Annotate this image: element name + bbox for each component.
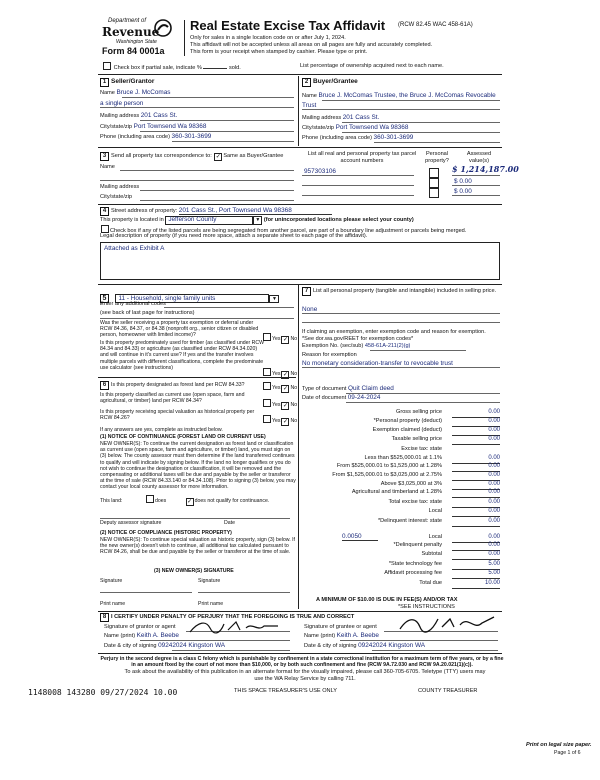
treasurer-use-only: THIS SPACE TREASURER'S USE ONLY xyxy=(234,688,338,694)
compliance-notice: NEW OWNER(S): To continue special valuation as historic property, sign (3) below. If the new owner(s) doesn't wish to continue, all additional tax calculated pursuant to RCW 84.26, shall be due and payable by the seller or transferor at the time of sale. xyxy=(100,537,295,556)
exemption-question: Was the seller receiving a property tax exemption or deferral under RCW 84.36, 84.37, or 84.38 (nonprofit org., senior citizen or disabled person, homeowner with limited income)? xyxy=(100,320,259,339)
grantee-print-name[interactable]: Keith A. Beebe xyxy=(336,632,379,639)
dept-line1: Department of xyxy=(108,18,147,24)
fee-value[interactable]: 0.00 xyxy=(452,481,500,490)
timber-question: Is this property predominately used for timber (as classified under RCW 84.34 and 84.33) or agriculture (as classified under RCW 84.34.020) and will continue in it's current use? If yes and the transfer involves multiple parcels with different classifications, complete the predominate use calculator (see instructions) xyxy=(100,340,265,371)
land-does-checkbox[interactable] xyxy=(146,495,154,503)
property-street[interactable]: 201 Cass St., Port Townsend Wa 98368 xyxy=(179,207,332,215)
seller-phone[interactable]: 360-301-3699 xyxy=(171,133,212,140)
fee-value[interactable]: 0.00 xyxy=(452,534,500,543)
fee-label: Affidavit processing fee xyxy=(384,570,442,576)
cashier-stamp: 1148008 143280 09/27/2024 10.00 xyxy=(28,688,178,697)
fee-row xyxy=(302,446,500,454)
notice-line2: This affidavit will not be accepted unless all areas on all pages are fully and accurately completed. xyxy=(190,42,433,48)
current-use-no-checkbox[interactable]: ✓ xyxy=(282,403,288,409)
fee-label: Exemption claimed (deduct) xyxy=(372,427,442,433)
buyer-mailing[interactable]: 201 Cass St. xyxy=(342,114,380,121)
fee-label: Taxable selling price xyxy=(391,436,442,442)
land-does-not-checkbox[interactable]: ✓ xyxy=(187,499,193,505)
fee-label: Above $3,025,000 at 3% xyxy=(380,481,442,487)
fee-row xyxy=(302,551,500,559)
same-as-buyer-checkbox[interactable]: ✓ xyxy=(215,154,221,160)
fee-label: Local xyxy=(428,508,442,514)
fee-row xyxy=(302,409,500,417)
fee-row xyxy=(302,489,500,497)
document-type[interactable]: Quit Claim deed xyxy=(348,385,394,392)
fee-value[interactable]: 0.00 xyxy=(452,472,500,481)
fee-row xyxy=(302,427,500,435)
form-number: Form 84 0001a xyxy=(102,46,165,56)
assessed-heading: Assessed value(s) xyxy=(466,151,492,164)
page-number: Page 1 of 6 xyxy=(554,750,581,756)
fee-label: Gross selling price xyxy=(395,409,442,415)
dor-emblem-icon xyxy=(154,19,172,37)
fee-label: *Delinquent interest: state xyxy=(377,518,442,524)
fee-value[interactable]: 0.00 xyxy=(452,463,500,472)
seller-name2[interactable]: a single person xyxy=(100,100,144,107)
county-select[interactable]: Jefferson County xyxy=(165,216,253,225)
seller-city[interactable]: Port Townsend Wa 98368 xyxy=(133,123,207,130)
continuance-notice: NEW OWNER(S): To continue the current designation as forest land or classification as current use (open space, farm and agriculture, or timber) land, you must sign on (3) below. The county assessor must then determine if the land transferred continues to qualify and will indicate by signing below. If the land no longer qualifies or you do not wish to continue the designation or classification, it will be removed and the compensating or additional taxes will be due and payable by the seller or transferor at the time of sale (RCW 84.33.140 or 84.34.108). Prior to signing (3) below, you may contact your local county assessor for more information. xyxy=(100,441,296,491)
personal-property-checkbox-2[interactable] xyxy=(429,178,439,188)
q2-yes-checkbox[interactable] xyxy=(263,368,271,376)
use-code-dropdown-icon[interactable]: ▼ xyxy=(269,295,279,303)
availability-notice: To ask about the availability of this publication in an alternate format for the visually impaired, please call 360-705-6705. Teletype (TTY) users may use the WA Relay Service by calling 711. xyxy=(124,669,486,682)
fee-row xyxy=(302,580,500,588)
fee-row xyxy=(302,418,500,426)
county-dropdown-icon[interactable]: ▼ xyxy=(253,216,262,225)
fee-label: Total due xyxy=(419,580,442,586)
fee-label: *Personal property (deduct) xyxy=(373,418,442,424)
fee-value[interactable]: 0.00 xyxy=(452,508,500,517)
fee-value[interactable]: 0.00 xyxy=(452,499,500,508)
historic-no-checkbox[interactable]: ✓ xyxy=(282,419,288,425)
seller-mailing[interactable]: 201 Cass St. xyxy=(140,112,178,119)
fee-value[interactable]: 0.00 xyxy=(452,427,500,436)
fee-label: Subtotal xyxy=(421,551,442,557)
exemption-reason[interactable]: No monetary consideration-transfer to revocable trust xyxy=(302,360,453,367)
parcel-number[interactable]: 957303106 xyxy=(304,168,336,175)
fee-value[interactable]: 0.00 xyxy=(452,489,500,498)
partial-sale-checkbox[interactable] xyxy=(103,62,111,70)
legal-label: Legal description of property (if you need more space, attach a separate sheet to each page of the affidavit). xyxy=(100,233,368,239)
grantor-signature[interactable] xyxy=(188,618,288,636)
buyer-name[interactable]: Bruce J. McComas Trustee, the Bruce J. McComas Revocable xyxy=(318,92,496,99)
fee-value[interactable]: 0.00 xyxy=(452,418,500,427)
buyer-name2[interactable]: Trust xyxy=(302,102,317,109)
fee-value[interactable]: 0.00 xyxy=(452,518,500,527)
q2-no-checkbox[interactable]: ✓ xyxy=(282,372,288,378)
fee-label: From $525,000.01 to $1,525,000 at 1.28% xyxy=(336,463,442,469)
grantor-print-name[interactable]: Keith A. Beebe xyxy=(136,632,179,639)
fee-value[interactable]: 0.00 xyxy=(452,455,500,464)
dept-line3: Washington State xyxy=(116,39,157,45)
fee-label: Less than $525,000.01 at 1.1% xyxy=(364,455,442,461)
personal-heading: Personal property? xyxy=(425,151,449,164)
grantee-signature[interactable] xyxy=(398,613,496,635)
legal-description: Attached as Exhibit A xyxy=(104,245,165,252)
fee-row xyxy=(302,508,500,516)
local-rate: 0.0050 xyxy=(342,533,378,541)
dept-line2: Revenue xyxy=(102,25,160,39)
fee-row xyxy=(302,481,500,489)
current-use-yes-checkbox[interactable] xyxy=(263,399,271,407)
fee-value[interactable]: 0.00 xyxy=(452,436,500,445)
notice-line3: This form is your receipt when stamped by cashier. Please type or print. xyxy=(190,49,368,55)
form-title: Real Estate Excise Tax Affidavit xyxy=(190,18,386,33)
ownership-note: List percentage of ownership acquired next to each name. xyxy=(300,63,444,69)
fee-row xyxy=(302,518,500,526)
fee-value[interactable]: 0.00 xyxy=(452,551,500,560)
fee-value[interactable]: 10.00 xyxy=(452,580,500,589)
assessed-value-3[interactable]: $ 0.00 xyxy=(454,188,472,195)
personal-property-checkbox-1[interactable] xyxy=(429,168,439,178)
form-citation: (RCW 82.45 WAC 458-61A) xyxy=(398,22,473,28)
fee-label: Total excise tax: state xyxy=(388,499,442,505)
fee-row xyxy=(302,570,500,578)
legal-description-box[interactable] xyxy=(100,242,500,280)
buyer-city[interactable]: Port Townsend Wa 98368 xyxy=(335,124,409,131)
fee-row xyxy=(302,472,500,480)
correspondence-row: 3 Send all property tax correspondence to: ✓ Same as Buyer/Grantee xyxy=(100,152,283,161)
fee-row xyxy=(302,534,500,542)
fee-label: Local xyxy=(428,534,442,540)
fee-row xyxy=(302,463,500,471)
fee-row xyxy=(302,499,500,507)
historic-yes-checkbox[interactable] xyxy=(263,415,271,423)
exemption-number[interactable]: 458-61A-211(2)(g) xyxy=(364,343,411,349)
assessed-value-1[interactable]: $ 1,214,187.00 xyxy=(452,164,519,174)
forest-no-checkbox[interactable]: ✓ xyxy=(282,386,288,392)
fee-row xyxy=(302,542,500,550)
parcels-heading: List all real and personal property tax parcel account numbers xyxy=(307,151,417,164)
buyer-phone[interactable]: 360-301-3699 xyxy=(373,134,414,141)
personal-property-list[interactable]: None xyxy=(302,306,318,313)
fee-label: Agricultural and timberland at 1.28% xyxy=(351,489,442,495)
fee-label: Excise tax: state xyxy=(401,446,442,452)
see-instructions: *SEE INSTRUCTIONS xyxy=(398,604,455,610)
personal-property-checkbox-3[interactable] xyxy=(429,188,439,198)
document-date[interactable]: 09-24-2024 xyxy=(347,394,381,401)
legal-paper-note: Print on legal size paper. xyxy=(526,742,592,748)
buyer-heading: 2 Buyer/Grantee xyxy=(302,78,358,87)
fee-label: From $1,525,000.01 to $3,025,000 at 2.75% xyxy=(332,472,442,478)
fee-value[interactable]: 0.00 xyxy=(452,409,500,418)
county-treasurer: COUNTY TREASURER xyxy=(418,688,478,694)
minimum-note: A MINIMUM OF $10.00 IS DUE IN FEE(S) AND/OR TAX xyxy=(316,597,458,603)
forest-yes-checkbox[interactable] xyxy=(263,382,271,390)
segregated-checkbox[interactable] xyxy=(101,225,109,233)
fee-row xyxy=(302,436,500,444)
fee-value[interactable]: 5.00 xyxy=(452,561,500,570)
grantor-date-city[interactable]: 09242024 Kingston WA xyxy=(158,642,226,649)
assessed-value-2[interactable]: $ 0.00 xyxy=(454,178,472,185)
perjury-notice: Perjury in the second degree is a class C felony which is punishable by confinement in a state correctional institution for a maximum term of five years, or by a fine in an amount fixed by the court of not more than $10,000, or by both such confinement and fine (RCW 9A.72.030 and RCW 9A.20.021(1)(c)). xyxy=(100,656,504,669)
seller-heading: 1 Seller/Grantor xyxy=(100,78,154,87)
fee-label: *Delinquent penalty xyxy=(393,542,442,548)
partial-sale-row: Check box if partial sale, indicate % sold. xyxy=(102,62,241,72)
fee-row xyxy=(302,561,500,569)
fee-value[interactable]: 5.00 xyxy=(452,570,500,579)
dor-logo xyxy=(102,16,184,58)
notice-line1: Only for sales in a single location code on or after July 1, 2024. xyxy=(190,35,346,41)
fee-value[interactable]: 0.00 xyxy=(452,542,500,551)
fee-row xyxy=(302,455,500,463)
fee-label: *State technology fee xyxy=(388,561,442,567)
grantee-date-city[interactable]: 09242024 Kingston WA xyxy=(358,642,426,649)
seller-name[interactable]: Bruce J. McComas xyxy=(116,89,171,96)
use-code-select[interactable]: 11 - Household, single family units xyxy=(115,294,269,303)
q1-no-checkbox[interactable]: ✓ xyxy=(282,337,288,343)
